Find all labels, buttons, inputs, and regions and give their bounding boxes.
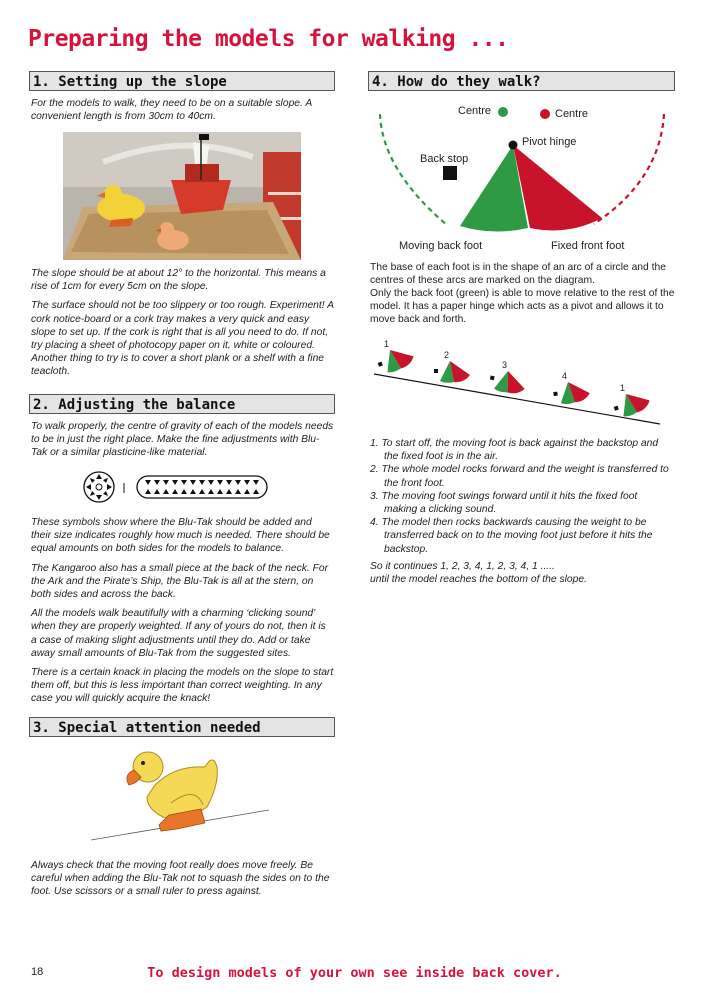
foot-diagram <box>368 100 678 260</box>
page-title: Preparing the models for walking ... <box>28 26 509 52</box>
sequence-label: 4 <box>562 371 568 381</box>
sequence-backstop <box>378 362 383 367</box>
section-2-p1: These symbols show where the Blu-Tak should be added and their size indicates roughly how much is needed. There should be equal amounts on both sides for the models to balance. <box>31 517 330 555</box>
section-1-p1: The slope should be at about 12° to the horizontal. This means a rise of 1cm for every 5cm on the slope. <box>31 268 326 293</box>
step-item: 3. The moving foot swings forward until it hits the fixed foot making a clicking sound. <box>370 490 638 516</box>
step-item: 2. The whole model rocks forward and the weight is transferred to the front foot. <box>370 464 669 489</box>
step-list <box>370 437 672 556</box>
sequence-backstop <box>614 406 619 411</box>
label-fixed-front-foot: Fixed front foot <box>551 240 625 252</box>
step-item: 1. To start off, the moving foot is back against the backstop and the fixed foot is in the air. <box>370 438 659 463</box>
section-1-body <box>31 267 334 385</box>
label-back-stop: Back stop <box>420 153 469 165</box>
back-stop-square <box>443 166 457 180</box>
sequence-model <box>552 379 591 406</box>
sequence-backstop <box>490 375 495 380</box>
blu-tak-strip-symbol <box>137 476 267 498</box>
sequence-model <box>375 343 416 376</box>
label-centre-red: Centre <box>555 108 589 120</box>
sequence-label: 2 <box>444 350 450 360</box>
section-4-heading: 4. How do they walk? <box>368 71 675 91</box>
sequence-backstop <box>434 369 438 373</box>
sequence-model <box>488 368 528 397</box>
section-3-heading: 3. Special attention needed <box>29 717 335 737</box>
section-2-intro: To walk properly, the centre of gravity of each of the models needs to be in just the right place. Make the fine adjustments with Blu-Tak or a similar plasticine-like material. <box>31 421 334 459</box>
section-2-body <box>31 516 334 712</box>
blu-tak-symbols <box>82 470 272 504</box>
page-number: 18 <box>31 966 44 978</box>
sequence-model <box>611 387 652 420</box>
walking-sequence <box>368 338 678 428</box>
section-2-p3: All the models walk beautifully with a charming ‘clicking sound’ when they are properly weighted. If any of yours do not, then it is a case of making slight adjustments until they do. Add or take away small amounts of Blu-Tak from the suggested sites. <box>31 608 326 659</box>
section-4-p1: The base of each foot is in the shape of an arc of a circle and the centres of these arcs are marked on the diagram. <box>370 262 666 287</box>
step-item: 4. The model then rocks backwards causing the weight to be transferred back on to the moving foot just before it hits the backstop. <box>370 517 653 555</box>
red-foot-arc <box>594 114 664 224</box>
section-4-ending <box>370 560 672 586</box>
section-1-heading: 1. Setting up the slope <box>29 71 335 91</box>
green-centre-dot <box>498 107 508 117</box>
ending-line-2: until the model reaches the bottom of the slope. <box>370 574 587 586</box>
slope-photo <box>63 132 301 260</box>
section-2-p4: There is a certain knack in placing the models on the slope to start them off, but this is less important than correct weighting. In any case you will quickly acquire the knack! <box>31 667 334 705</box>
sequence-label: 1 <box>620 383 626 393</box>
sequence-label: 1 <box>384 339 390 349</box>
blu-tak-circle-symbol <box>84 472 114 502</box>
section-1-intro: For the models to walk, they need to be on a suitable slope. A convenient length is from 30cm to 40cm. <box>31 98 312 123</box>
label-centre-green: Centre <box>458 105 492 117</box>
green-foot-arc <box>380 114 448 226</box>
section-3-body: Always check that the moving foot really does move freely. Be careful when adding the Blu-Tak not to squash the sides on to the foot. Use scissors or a small ruler to press against. <box>31 860 330 898</box>
label-moving-back-foot: Moving back foot <box>399 240 483 252</box>
section-4-p2: Only the back foot (green) is able to move relative to the rest of the model. It has a paper hinge which acts as a pivot and allows it to move back and forth. <box>370 288 675 326</box>
pivot-hinge-dot <box>509 141 518 150</box>
footer-note: To design models of your own see inside back cover. <box>147 965 562 981</box>
label-pivot-hinge: Pivot hinge <box>522 136 577 148</box>
section-2-p2: The Kangaroo also has a small piece at the back of the neck. For the Ark and the Pirate’s Ship, the Blu-Tak is all at the stern, on both sides and across the back. <box>31 562 329 601</box>
section-1-p2: The surface should not be too slippery or too rough. Experiment! A cork notice-board or a cork tray makes a very quick and easy slope to set up. If the cork is right that is all you need to do. If not, try placing a sheet of photocopy paper on it, white or coloured. Another thing to try is to cover a short plank or a shelf with a fine teacloth. <box>31 300 334 378</box>
section-2-heading: 2. Adjusting the balance <box>29 394 335 414</box>
sequence-backstop <box>553 392 558 397</box>
sequence-model <box>434 361 470 383</box>
fixed-front-foot <box>513 145 602 230</box>
sequence-label: 3 <box>502 360 508 370</box>
ending-line-1: So it continues 1, 2, 3, 4, 1, 2, 3, 4, 1 ..... <box>370 561 555 572</box>
red-centre-dot <box>540 109 550 119</box>
duck-illustration <box>85 745 275 845</box>
